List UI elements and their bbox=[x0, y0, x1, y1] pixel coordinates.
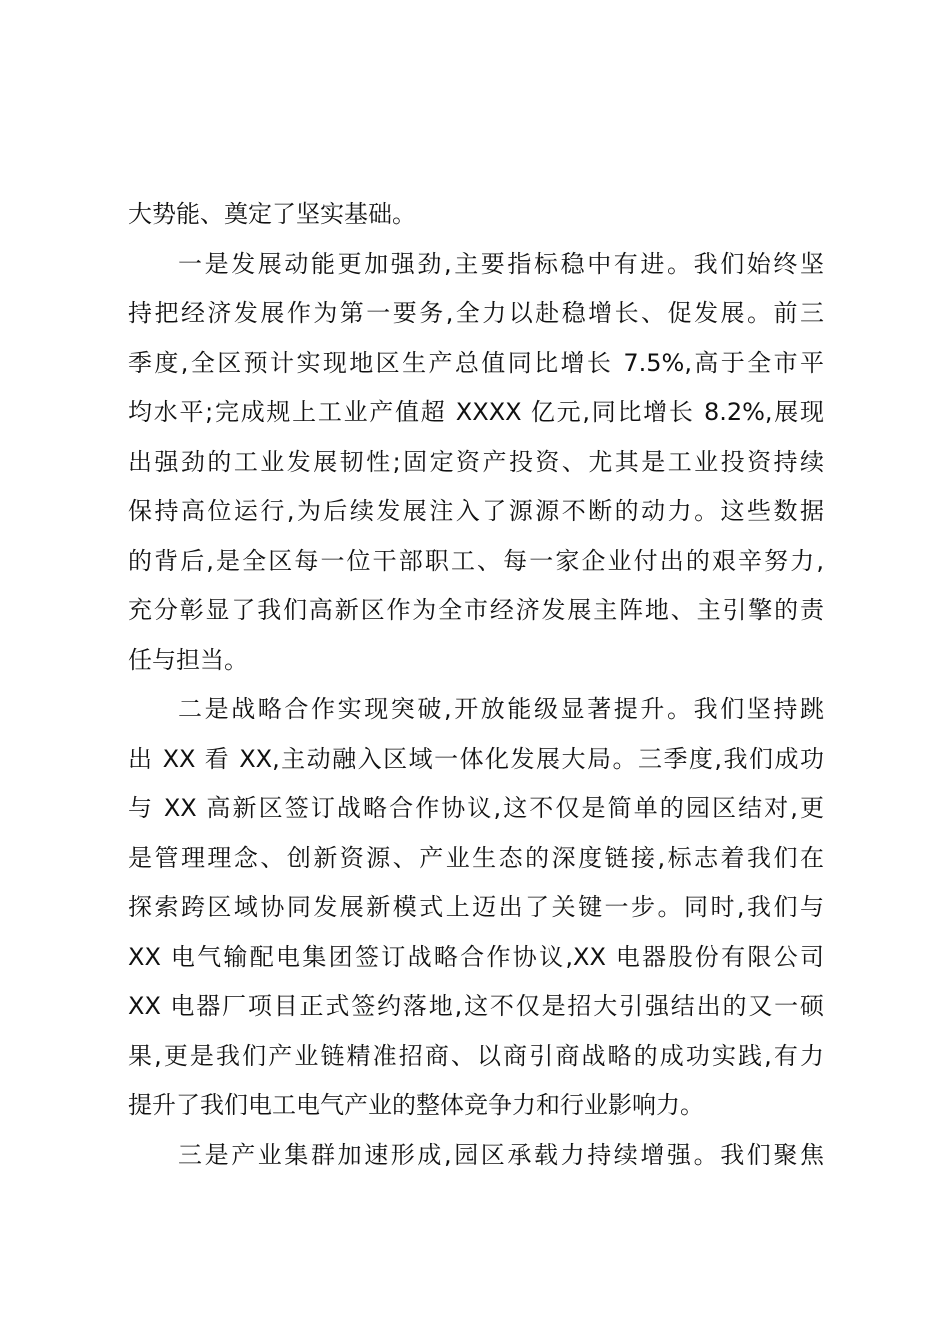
text-line: 三是产业集群加速形成,园区承载力持续增强。我们聚焦 bbox=[178, 1140, 824, 1169]
text-line: 果,更是我们产业链精准招商、以商引商战略的成功实践,有力 bbox=[128, 1041, 824, 1070]
text-line: 季度,全区预计实现地区生产总值同比增长 7.5%,高于全市平 bbox=[128, 348, 824, 377]
text-line: 二是战略合作实现突破,开放能级显著提升。我们坚持跳 bbox=[178, 695, 824, 723]
text-line: 出强劲的工业发展韧性;固定资产投资、尤其是工业投资持续 bbox=[128, 447, 824, 476]
text-line: 充分彰显了我们高新区作为全市经济发展主阵地、主引擎的责 bbox=[128, 596, 824, 624]
text-line: 保持高位运行,为后续发展注入了源源不断的动力。这些数据 bbox=[128, 497, 824, 525]
text-line: 任与担当。 bbox=[128, 645, 248, 674]
text-line: 的背后,是全区每一位干部职工、每一家企业付出的艰辛努力, bbox=[128, 546, 824, 575]
text-line: 与 XX 高新区签订战略合作协议,这不仅是简单的园区结对,更 bbox=[128, 794, 824, 822]
text-line: 持把经济发展作为第一要务,全力以赴稳增长、促发展。前三 bbox=[128, 299, 824, 327]
text-line: XX 电气输配电集团签订战略合作协议,XX 电器股份有限公司 bbox=[128, 942, 824, 971]
text-line: 出 XX 看 XX,主动融入区域一体化发展大局。三季度,我们成功 bbox=[128, 744, 824, 773]
text-line: 大势能、奠定了坚实基础。 bbox=[128, 200, 416, 228]
text-line: 提升了我们电工电气产业的整体竞争力和行业影响力。 bbox=[128, 1091, 704, 1119]
body-text bbox=[128, 190, 824, 1180]
text-line: XX 电器厂项目正式签约落地,这不仅是招大引强结出的又一硕 bbox=[128, 992, 824, 1020]
text-line: 均水平;完成规上工业产值超 XXXX 亿元,同比增长 8.2%,展现 bbox=[128, 398, 824, 426]
text-line: 是管理理念、创新资源、产业生态的深度链接,标志着我们在 bbox=[128, 843, 824, 872]
text-line: 一是发展动能更加强劲,主要指标稳中有进。我们始终坚 bbox=[178, 249, 824, 278]
text-line: 探索跨区域协同发展新模式上迈出了关键一步。同时,我们与 bbox=[128, 893, 824, 921]
